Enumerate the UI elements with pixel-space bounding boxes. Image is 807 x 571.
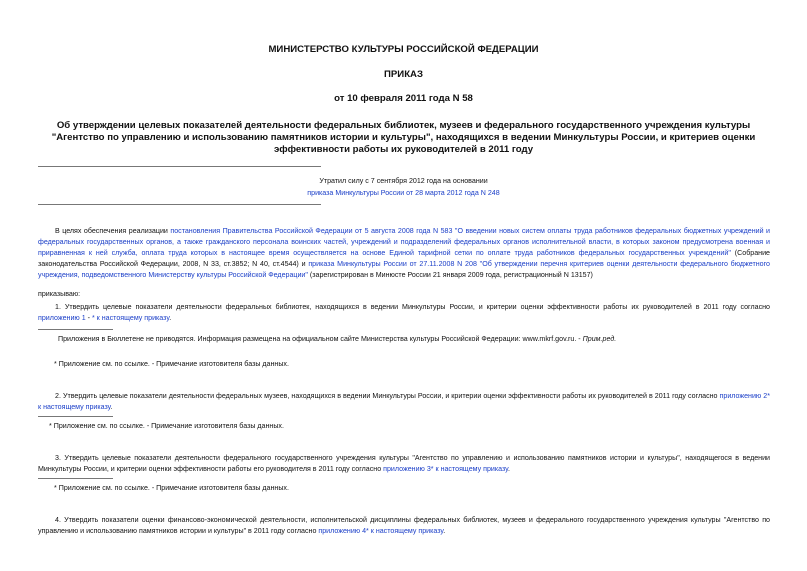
document-date-number: от 10 февраля 2011 года N 58 (334, 93, 473, 104)
editor-note-abbr: Прим.ред. (582, 335, 617, 343)
appendix-3-link[interactable]: приложению 3* к настоящему приказу (383, 465, 508, 473)
footnote: * Приложение см. по ссылке. - Примечание изготовителя базы данных. (49, 422, 284, 430)
editor-note (58, 335, 616, 343)
item-1-paragraph (38, 302, 770, 324)
preamble-text: (Собрание законодательства Российской Федерации, 2008, N 33, ст.3852; N 40, ст.4544) и (38, 249, 770, 268)
repeal-order-link[interactable]: приказа Минкультуры России от 28 марта 2012 года N 248 (307, 189, 500, 197)
appendix-4-link[interactable]: приложению 4* к настоящему приказу (318, 527, 444, 535)
item-3-paragraph (38, 453, 770, 475)
item-4-text: 4. Утвердить показатели оценки финансово-экономической деятельности, исполнительской дисциплины федеральных библиотек, музеев и федерального государственного учреждения культуры "Агентство по управлению и использованию памятников истории и культуры" в 2011 году согласно (38, 516, 770, 535)
item-1-text: 1. Утвердить целевые показатели деятельности федеральных библиотек, находящихся в ведении Минкультуры России, и критерии оценки эффективности работы их руководителей в 2011 году согласно (55, 303, 770, 311)
government-decree-link[interactable]: постановления Правительства Российской Федерации от 5 августа 2008 года N 583 "О введении новых систем оплаты труда работников федеральных бюджетных учреждений и федеральных государственных органов, а также гражданского персонала воинских частей, учреждений и подразделений федеральных органов исполнительной власти, в которых законом предусмотрена военная и приравненная к ней служба, оплата труда которых в настоящее время осуществляется на основе Единой тарифной сетки по оплате труда работников федеральных государственных учреждений" (38, 227, 770, 257)
document-type: ПРИКАЗ (384, 69, 423, 80)
preamble-text: (зарегистрирован в Минюсте России 21 января 2009 года, регистрационный N 13157) (307, 271, 593, 279)
period: . (443, 527, 446, 535)
status-line: Утратил силу с 7 сентября 2012 года на основании (319, 177, 488, 185)
appendix-2-link[interactable]: приложению 2* к настоящему приказу (38, 392, 770, 411)
ministry-order-link[interactable]: приказа Минкультуры России от 27.11.2008 N 208 "Об утверждении перечня критериев оценки деятельности федерального бюджетного учреждения, подведомственного Министерству культуры Российской Федерации" (38, 260, 770, 279)
footnote-rule (38, 416, 113, 417)
period: . (508, 465, 510, 473)
item-2-paragraph (38, 391, 770, 413)
footnote-rule (38, 329, 113, 330)
item-3-text: 3. Утвердить целевые показатели деятельности федерального государственного учреждения культуры "Агентство по управлению и использованию памятников истории и культуры", находящегося в ведении Минкультуры России, и критерии оценки эффективности работы его руководителя в 2011 году согласно (38, 454, 770, 473)
document-title: Об утверждении целевых показателей деятельности федеральных библиотек, музеев и федерального государственного учреждения культуры "Агентство по управлению и использованию памятников истории и культуры", находящихся в ведении Минкультуры России, и критериев оценки эффективности работы их руководителей в 2011 году (51, 120, 756, 155)
period: . (169, 314, 172, 322)
footnote-rule (38, 478, 113, 479)
ministry-name: МИНИСТЕРСТВО КУЛЬТУРЫ РОССИЙСКОЙ ФЕДЕРАЦИИ (268, 44, 539, 55)
period: . (110, 403, 113, 411)
order-word: приказываю: (38, 290, 81, 298)
divider (38, 166, 321, 167)
divider (38, 204, 321, 205)
footnote: * Приложение см. по ссылке. - Примечание изготовителя базы данных. (54, 484, 289, 492)
footnote: * Приложение см. по ссылке. - Примечание изготовителя базы данных. (54, 360, 289, 368)
item-2-text: 2. Утвердить целевые показатели деятельности федеральных музеев, находящихся в ведении Минкультуры России, и критерии оценки эффективности работы их руководителей в 2011 году согласно (55, 392, 720, 400)
preamble-paragraph (38, 226, 770, 281)
item-1-separator: - (85, 314, 92, 322)
preamble-text: В целях обеспечения реализации (55, 227, 171, 235)
editor-note-text: Приложения в Бюллетене не приводятся. Информация размещена на официальном сайте Министерства культуры Российской Федерации: www.mkrf.gov.ru. - (58, 335, 583, 343)
appendix-1-link[interactable]: приложению 1 (38, 314, 86, 322)
item-4-paragraph (38, 515, 770, 537)
appendix-1-note-link[interactable]: * к настоящему приказу (91, 314, 170, 322)
